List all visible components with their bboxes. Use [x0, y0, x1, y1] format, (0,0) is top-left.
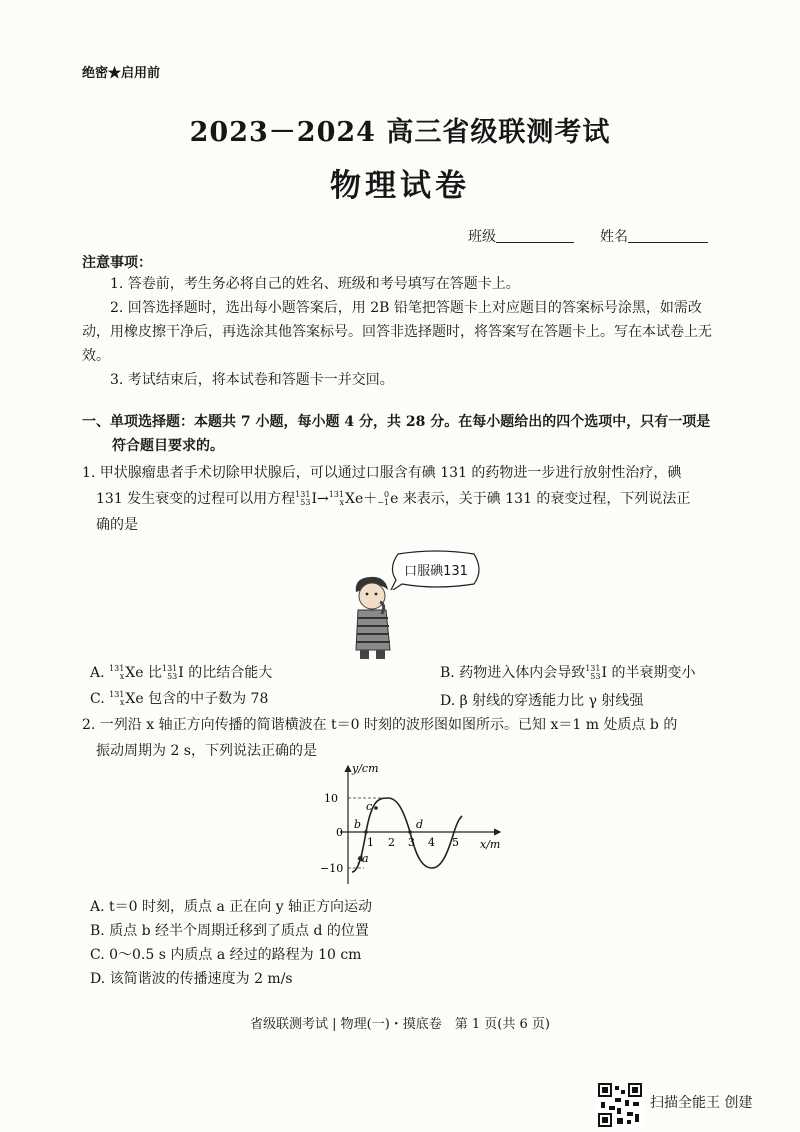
section-heading: [82, 410, 732, 458]
electron-particle: 0 −1: [377, 490, 390, 507]
point-c-label: c: [366, 800, 373, 813]
name-blank: [628, 228, 708, 243]
x-axis-label: x/m: [480, 838, 501, 851]
q1-option-c: C. 131 x Xe 包含的中子数为 78: [90, 690, 269, 707]
scanner-watermark-text: 扫描全能王 创建: [650, 1095, 753, 1111]
q2-line2: 振动周期为 2 s，下列说法正确的是: [96, 743, 317, 759]
exam-subject-title: 物理试卷: [330, 168, 470, 204]
section-heading-line2: 符合题目要求的。: [112, 438, 224, 454]
patient-illustration: [346, 574, 400, 660]
y-tick-10: 10: [324, 792, 338, 805]
qr-code-icon: [597, 1082, 643, 1128]
point-a-label: a: [362, 852, 369, 865]
notice-heading: 注意事项：: [82, 255, 152, 271]
x-tick-2: 2: [388, 836, 395, 849]
question-1: [82, 460, 722, 538]
confidential-label: 绝密★启用前: [82, 66, 161, 81]
q1-line1: 1. 甲状腺瘤患者手术切除甲状腺后，可以通过口服含有碘 131 的药物进一步进行放射性治疗，碘: [82, 465, 682, 481]
point-b-label: b: [354, 818, 362, 831]
wave-graph: [318, 760, 508, 890]
notice-item-2: 2. 回答选择题时，选出每小题答案后，用 2B 铅笔把答题卡上对应题目的答案标号涂黑，如需改动，用橡皮擦干净后，再选涂其他答案标号。回答非选择题时，将答案写在答题卡上。写在本试卷上无效。: [82, 300, 712, 364]
x-tick-4: 4: [428, 836, 435, 849]
exam-title: 2023－2024 高三省级联测考试: [189, 117, 611, 148]
q2-option-d: D. 该简谐波的传播速度为 2 m/s: [90, 971, 293, 987]
xenon-nuclide: 131 x: [328, 490, 344, 507]
x-tick-3: 3: [408, 836, 415, 849]
q2-option-c: C. 0～0.5 s 内质点 a 经过的路程为 10 cm: [90, 947, 362, 963]
point-d-label: d: [416, 818, 424, 831]
q1-line3: 确的是: [96, 517, 138, 533]
page-footer: 省级联测考试 | 物理(一)・摸底卷 第 1 页(共 6 页): [249, 1017, 550, 1032]
class-blank: [496, 228, 574, 243]
notice-item-1: 1. 答卷前，考生务必将自己的姓名、班级和考号填写在答题卡上。: [110, 276, 520, 292]
name-label: 姓名: [600, 229, 628, 245]
q1-option-d: D. β 射线的穿透能力比 γ 射线强: [440, 693, 644, 709]
question-2: [82, 712, 722, 764]
class-label: 班级: [468, 229, 496, 245]
class-name-line: [468, 226, 708, 246]
x-tick-1: 1: [367, 836, 374, 849]
iodine-nuclide: 131 53: [295, 490, 311, 507]
q2-option-a: A. t＝0 时刻，质点 a 正在向 y 轴正方向运动: [90, 899, 373, 915]
y-tick-neg10: −10: [320, 862, 344, 875]
origin-label: 0: [336, 826, 343, 839]
q1-option-b: B. 药物进入体内会导致 131 53 I 的半衰期变小: [440, 664, 696, 681]
x-tick-5: 5: [452, 836, 459, 849]
bubble-text: 口服碘131: [404, 564, 468, 579]
y-axis-label: y/cm: [352, 762, 379, 775]
notice-item-3: 3. 考试结束后，将本试卷和答题卡一并交回。: [110, 372, 394, 388]
section-heading-line1: 一、单项选择题：本题共 7 小题，每小题 4 分，共 28 分。在每小题给出的四个选项中，只有一项是: [82, 414, 711, 430]
q2-option-b: B. 质点 b 经半个周期迁移到了质点 d 的位置: [90, 923, 369, 939]
q2-line1: 2. 一列沿 x 轴正方向传播的简谐横波在 t＝0 时刻的波形图如图所示。已知 x＝1 m 处质点 b 的: [82, 717, 678, 733]
q1-line2: 131 发生衰变的过程可以用方程 131 53 I→ 131 x Xe＋ 0 −1 e 来表示，关于碘 131 的衰变过程，下列说法正: [96, 490, 691, 507]
q1-option-a: A. 131 x Xe 比 131 53 I 的比结合能大: [90, 664, 273, 681]
